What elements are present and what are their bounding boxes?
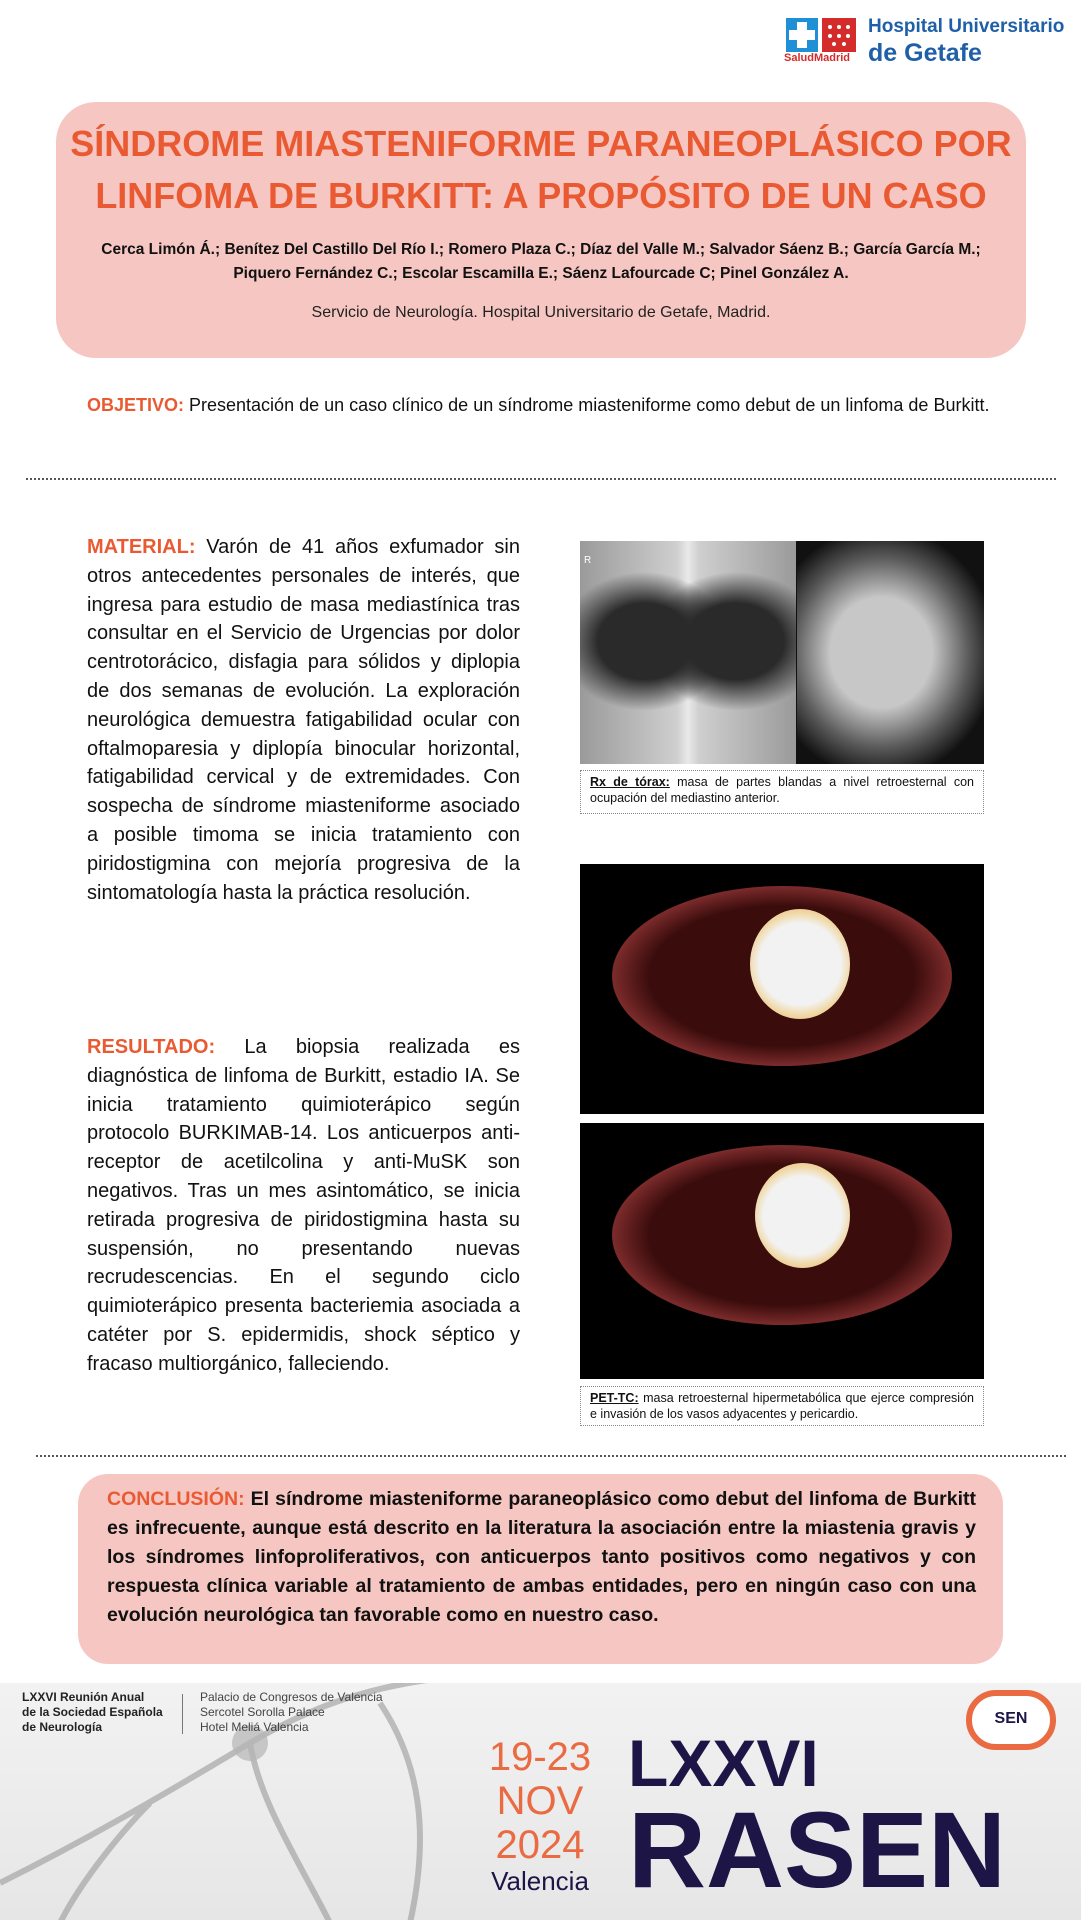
objective-section [87,392,999,418]
resultado-section [87,1033,520,1379]
divider-bottom [36,1455,1066,1457]
material-label: MATERIAL: [87,536,196,558]
venue-line3: Hotel Meliá Valencia [200,1720,309,1734]
xray-caption [580,770,984,814]
pet-caption-text: masa retroesternal hipermetabólica que ejerce compresión e invasión de los vasos adyacentes y pericardio. [590,1391,974,1421]
hospital-name [868,16,1078,68]
conclusion-section [107,1485,976,1630]
conclusion-label: CONCLUSIÓN: [107,1488,245,1510]
divider-top [26,478,1056,480]
hospital-name-line1: Hospital Universitario [868,16,1065,37]
event-dates [480,1735,600,1867]
authors [70,238,1012,286]
pet-ct-mass-2 [755,1163,850,1268]
footer-separator [182,1694,183,1734]
pet-caption [580,1386,984,1426]
venue-line1: Palacio de Congresos de Valencia [200,1690,383,1704]
affiliation: Servicio de Neurología. Hospital Universitario de Getafe, Madrid. [311,304,771,321]
pet-ct-mass-1 [750,909,850,1019]
hospital-name-line2: de Getafe [868,39,982,67]
meeting-line2: de la Sociedad Española [22,1705,163,1719]
pet-caption-label: PET-TC: [590,1391,639,1405]
brand-rasen: RASEN [628,1789,1007,1910]
chest-xray-frontal [580,541,796,764]
xray-side-marker: R [584,555,592,566]
pet-ct-image-1 [580,864,984,1114]
dates-line3: 2024 [495,1823,585,1867]
venues [200,1690,383,1735]
dates-line1: 19-23 [488,1735,592,1779]
material-section [87,533,520,907]
xray-caption-text: masa de partes blandas a nivel retroesternal con ocupación del mediastino anterior. [590,775,974,805]
salud-madrid-label: SaludMadrid [784,52,851,64]
xray-caption-label: Rx de tórax: [590,775,670,789]
material-text: Varón de 41 años exfumador sin otros antecedentes personales de interés, que ingresa para estudio de masa mediastínica tras consultar en el Servicio de Urgencias por dolor centrotorácico, disfagia para sólidos y diplopia de dos semanas de evolución. La exploración neurológica demuestra fatigabilidad ocular con oftalmoparesia y diplopía binocular horizontal, fatigabilidad cervical y de extremidades. Con sospecha de síndrome miasteniforme asociado a posible timoma se inicia tratamiento con piridostigmina con mejoría progresiva de la sintomatología hasta la práctica resolución. [87,536,520,904]
objective-text: Presentación de un caso clínico de un síndrome miasteniforme como debut de un linfoma de Burkitt. [184,395,990,415]
objective-label: OBJETIVO: [87,395,185,415]
resultado-text: La biopsia realizada es diagnóstica de linfoma de Burkitt, estadio IA. Se inicia tratamiento quimioterápico según protocolo BURKIMAB-14. Los anticuerpos anti-receptor de acetilcolina y anti-MuSK son negativos. Tras un mes asintomático, se inicia retirada progresiva de piridostigmina hasta su suspensión, no presentando nuevas recrudescencias. En el segundo ciclo quimioterápico presenta bacteriemia asociada a catéter por S. epidermidis, shock séptico y fracaso multiorgánico, falleciendo. [87,1036,520,1375]
conclusion-text: El síndrome miasteniforme paraneoplásico como debut del linfoma de Burkitt es infrecuente, aunque está descrito en la literatura la asociación entre la miastenia gravis y los síndromes linfoproliferativos, con anticuerpos tanto positivos como negativos y con respuesta clínica variable al tratamiento de ambas entidades, pero en ningún caso con una evolución neurológica tan favorable como en nuestro caso. [107,1488,976,1626]
meeting-name [22,1690,163,1735]
chest-xray-image [580,541,984,764]
pet-ct-image-2 [580,1123,984,1379]
event-city: Valencia [491,1866,589,1896]
sen-logo-text: SEN [994,1710,1028,1727]
edition-number: LXXVI [628,1726,819,1800]
chest-xray-lateral [797,541,984,764]
poster-title: SÍNDROME MIASTENIFORME PARANEOPLÁSICO POR LINFOMA DE BURKITT: A PROPÓSITO DE UN CASO [70,123,1012,216]
authors-line2: Piquero Fernández C.; Escolar Escamilla E.; Sáenz Lafourcade C; Pinel González A. [233,265,849,282]
authors-line1: Cerca Limón Á.; Benítez Del Castillo Del Río I.; Romero Plaza C.; Díaz del Valle M.; Salvador Sáenz B.; García García M.; [101,241,981,258]
dates-line2: NOV [496,1779,584,1823]
venue-line2: Sercotel Sorolla Palace [200,1705,325,1719]
resultado-label: RESULTADO: [87,1036,216,1058]
meeting-line3: de Neurología [22,1720,103,1734]
meeting-line1: LXXVI Reunión Anual [22,1690,145,1704]
